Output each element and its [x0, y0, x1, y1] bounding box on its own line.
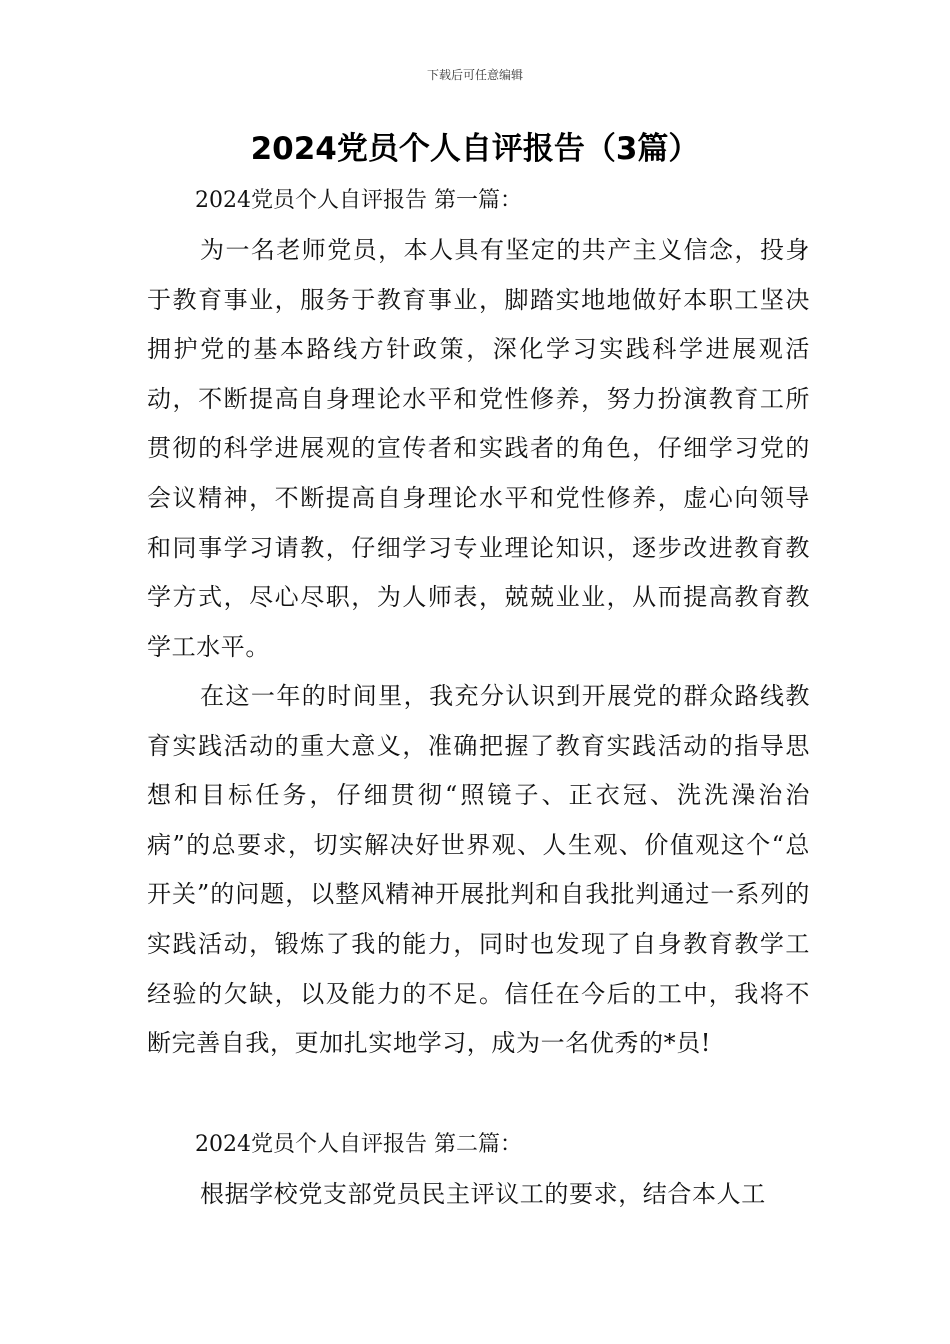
document-title: 2024党员个人自评报告（3篇） — [250, 131, 700, 167]
paragraph: 根据学校党支部党员民主评议工的要求，结合本人工 — [200, 1180, 766, 1208]
header-note: 下载后可任意编辑 — [426, 68, 523, 82]
section-heading: 2024党员个人自评报告 第二篇： — [195, 1132, 522, 1157]
section-heading: 2024党员个人自评报告 第一篇： — [195, 188, 522, 213]
paragraph: 在这一年的时间里，我充分认识到开展党的群众路线教育实践活动的重大意义，准确把握了教育实践活动的指导思想和目标任务，仔细贯彻“照镜子、正衣冠、洗洗澡治治病”的总要求，切实解决好世界观、人生观、价值观这个“总开关”的问题，以整风精神开展批判和自我批判通过一系列的实践活动，锻炼了我的能力，同时也发现了自身教育教学工经验的欠缺，以及能力的不足。信任在今后的工中，我将不断完善自我，更加扎实地学习，成为一名优秀的*员! — [147, 682, 810, 1058]
paragraph: 为一名老师党员，本人具有坚定的共产主义信念，投身于教育事业，服务于教育事业，脚踏实地地做好本职工坚决拥护党的基本路线方针政策，深化学习实践科学进展观活动，不断提高自身理论水平和党性修养，努力扮演教育工所贯彻的科学进展观的宣传者和实践者的角色，仔细学习党的会议精神，不断提高自身理论水平和党性修养，虚心向领导和同事学习请教，仔细学习专业理论知识，逐步改进教育教学方式，尽心尽职，为人师表，兢兢业业，从而提高教育教学工水平。 — [147, 236, 810, 661]
